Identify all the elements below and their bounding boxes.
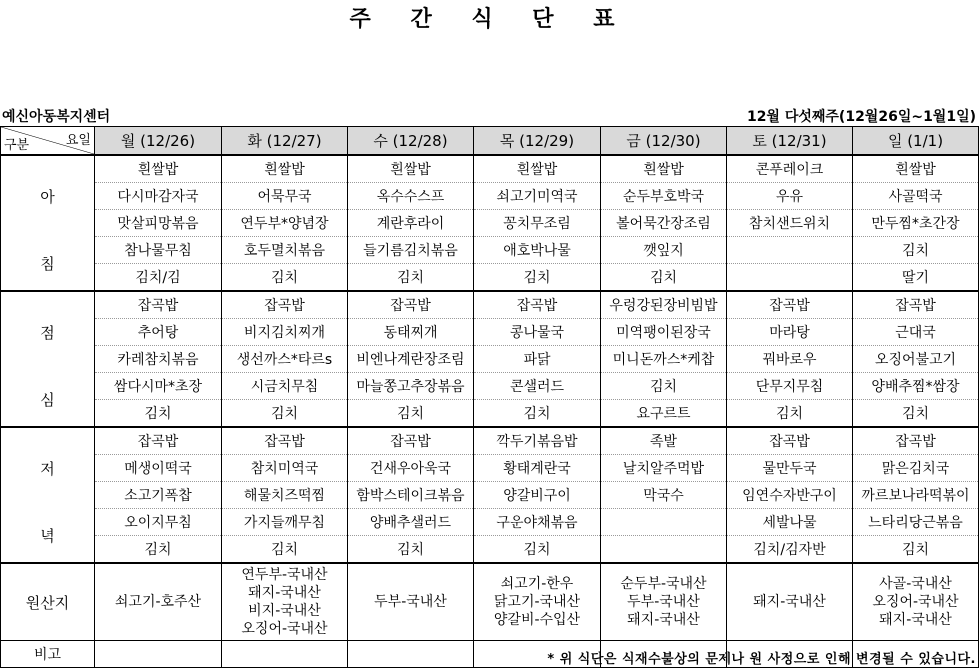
menu-item: 흰쌀밥	[853, 155, 979, 183]
menu-item: 잡곡밥	[727, 427, 853, 455]
day-header: 목 (12/29)	[474, 127, 601, 156]
breakfast-row	[1, 237, 979, 264]
origin-line: 쇠고기-호주산	[114, 594, 202, 610]
dinner-row	[1, 482, 979, 509]
menu-item: 애호박나물	[474, 237, 601, 264]
menu-item: 호두멸치볶음	[222, 237, 348, 264]
menu-item: 흰쌀밥	[474, 155, 601, 183]
menu-item: 연두부*양념장	[222, 210, 348, 237]
day-header: 일 (1/1)	[853, 127, 979, 156]
origin-line: 돼지-국내산	[627, 612, 700, 628]
menu-item: 김치	[222, 400, 348, 428]
menu-item: 잡곡밥	[222, 291, 348, 319]
menu-item: 비엔나계란장조림	[348, 346, 474, 373]
note-label: 비고	[1, 641, 95, 668]
menu-item: 흰쌀밥	[601, 155, 727, 183]
menu-item: 쇠고기미역국	[474, 183, 601, 210]
breakfast-row	[1, 155, 979, 183]
menu-item: 김치/김자반	[727, 536, 853, 564]
menu-item: 족발	[601, 427, 727, 455]
menu-item: 잡곡밥	[95, 291, 222, 319]
menu-item: 김치	[474, 536, 601, 564]
menu-item: 비지김치찌개	[222, 319, 348, 346]
menu-item: 쌈다시마*초장	[95, 373, 222, 400]
note-cell	[348, 641, 474, 668]
menu-item: 세발나물	[727, 509, 853, 536]
dinner-row	[1, 509, 979, 536]
day-header: 금 (12/30)	[601, 127, 727, 156]
lunch-label: 점	[1, 291, 95, 373]
day-header: 월 (12/26)	[95, 127, 222, 156]
menu-item: 생선까스*타르s	[222, 346, 348, 373]
menu-item: 단무지무침	[727, 373, 853, 400]
menu-item: 깍두기볶음밥	[474, 427, 601, 455]
menu-item: 콘샐러드	[474, 373, 601, 400]
day-header: 화 (12/27)	[222, 127, 348, 156]
menu-item: 잡곡밥	[474, 291, 601, 319]
menu-item: 임연수자반구이	[727, 482, 853, 509]
menu-item: 콘푸레이크	[727, 155, 853, 183]
menu-item	[601, 536, 727, 564]
menu-item: 잡곡밥	[348, 427, 474, 455]
menu-item: 추어탕	[95, 319, 222, 346]
origin-line: 비지-국내산	[248, 603, 321, 619]
origin-cell	[222, 563, 348, 641]
menu-item: 김치	[222, 536, 348, 564]
menu-item: 소고기폭찹	[95, 482, 222, 509]
menu-item: 느타리당근볶음	[853, 509, 979, 536]
origin-line: 두부-국내산	[374, 594, 447, 610]
menu-item: 파닭	[474, 346, 601, 373]
origin-cell	[348, 563, 474, 641]
origin-line: 오징어-국내산	[872, 594, 959, 610]
menu-item: 김치	[474, 400, 601, 428]
menu-item: 근대국	[853, 319, 979, 346]
origin-line: 닭고기-국내산	[493, 594, 581, 610]
menu-item: 동태찌개	[348, 319, 474, 346]
menu-item: 꿔바로우	[727, 346, 853, 373]
menu-item: 카레참치볶음	[95, 346, 222, 373]
menu-item: 잡곡밥	[348, 291, 474, 319]
menu-item: 깻잎지	[601, 237, 727, 264]
menu-item: 다시마감자국	[95, 183, 222, 210]
origin-cell	[853, 563, 979, 641]
lunch-label: 심	[1, 373, 95, 428]
menu-item: 막국수	[601, 482, 727, 509]
menu-item: 김치	[95, 536, 222, 564]
dinner-label: 저	[1, 427, 95, 509]
header-row	[1, 127, 979, 156]
lunch-row	[1, 291, 979, 319]
menu-item: 날치알주먹밥	[601, 455, 727, 482]
menu-item	[601, 509, 727, 536]
menu-item: 미니돈까스*케찹	[601, 346, 727, 373]
center-name: 예신아동복지센터	[2, 109, 111, 125]
menu-item: 맑은김치국	[853, 455, 979, 482]
menu-item: 잡곡밥	[95, 427, 222, 455]
menu-item: 우렁강된장비빔밥	[601, 291, 727, 319]
page-title: 주 간 식 단 표	[349, 7, 631, 32]
menu-item: 요구르트	[601, 400, 727, 428]
note-cell	[222, 641, 348, 668]
origin-label: 원산지	[1, 563, 95, 641]
menu-item: 볼어묵간장조림	[601, 210, 727, 237]
menu-item: 김치	[348, 536, 474, 564]
origin-cell	[601, 563, 727, 641]
breakfast-row	[1, 264, 979, 292]
menu-item: 잡곡밥	[853, 427, 979, 455]
origin-line: 돼지-국내산	[753, 594, 826, 610]
menu-item	[727, 237, 853, 264]
menu-item: 김치	[727, 400, 853, 428]
breakfast-row	[1, 183, 979, 210]
note-cell	[95, 641, 222, 668]
breakfast-row	[1, 210, 979, 237]
menu-item: 맛살피망볶음	[95, 210, 222, 237]
lunch-row	[1, 373, 979, 400]
menu-item: 마라탕	[727, 319, 853, 346]
menu-item	[727, 264, 853, 292]
menu-item: 순두부호박국	[601, 183, 727, 210]
menu-item: 김치	[222, 264, 348, 292]
corner-cell	[1, 127, 95, 156]
menu-item: 잡곡밥	[222, 427, 348, 455]
menu-item: 김치	[601, 264, 727, 292]
menu-item: 마늘쫑고추장볶음	[348, 373, 474, 400]
corner-label-category: 구분	[4, 138, 30, 153]
menu-item: 만두찜*초간장	[853, 210, 979, 237]
dinner-label: 녁	[1, 509, 95, 564]
menu-item: 양배추찜*쌈장	[853, 373, 979, 400]
origin-cell	[95, 563, 222, 641]
dinner-row	[1, 455, 979, 482]
menu-item: 참치미역국	[222, 455, 348, 482]
menu-item: 양갈비구이	[474, 482, 601, 509]
menu-item: 계란후라이	[348, 210, 474, 237]
menu-item: 김치	[474, 264, 601, 292]
menu-item: 김치	[853, 536, 979, 564]
menu-item: 잡곡밥	[727, 291, 853, 319]
menu-item: 흰쌀밥	[348, 155, 474, 183]
menu-item: 들기름김치볶음	[348, 237, 474, 264]
origin-line: 두부-국내산	[627, 594, 700, 610]
menu-item: 흰쌀밥	[222, 155, 348, 183]
week-label: 12월 다섯째주(12월26일~1월1일)	[746, 109, 976, 125]
menu-item: 미역팽이된장국	[601, 319, 727, 346]
menu-item: 흰쌀밥	[95, 155, 222, 183]
menu-item: 우유	[727, 183, 853, 210]
menu-item: 콩나물국	[474, 319, 601, 346]
menu-item: 메생이떡국	[95, 455, 222, 482]
menu-item: 김치/김	[95, 264, 222, 292]
footer-note: * 위 식단은 식재수불상의 문제나 원 사정으로 인해 변경될 수 있습니다.	[547, 652, 976, 667]
origin-line: 사골-국내산	[879, 576, 952, 592]
lunch-row	[1, 400, 979, 428]
origin-cell	[474, 563, 601, 641]
menu-item: 김치	[853, 237, 979, 264]
menu-item: 건새우아욱국	[348, 455, 474, 482]
menu-item: 김치	[348, 264, 474, 292]
menu-item: 잡곡밥	[853, 291, 979, 319]
day-header: 수 (12/28)	[348, 127, 474, 156]
menu-item: 김치	[853, 400, 979, 428]
menu-item: 김치	[95, 400, 222, 428]
menu-item: 오징어불고기	[853, 346, 979, 373]
menu-item: 옥수수스프	[348, 183, 474, 210]
origin-row	[1, 563, 979, 641]
origin-line: 연두부-국내산	[241, 567, 328, 583]
menu-item: 딸기	[853, 264, 979, 292]
menu-item: 양배추샐러드	[348, 509, 474, 536]
dinner-row	[1, 536, 979, 564]
origin-line: 순두부-국내산	[620, 576, 707, 592]
menu-item: 까르보나라떡볶이	[853, 482, 979, 509]
menu-item: 황태계란국	[474, 455, 601, 482]
menu-item: 참치샌드위치	[727, 210, 853, 237]
menu-item: 가지들깨무침	[222, 509, 348, 536]
menu-item: 김치	[348, 400, 474, 428]
origin-line: 돼지-국내산	[879, 612, 952, 628]
menu-item: 참나물무침	[95, 237, 222, 264]
origin-line: 돼지-국내산	[248, 585, 321, 601]
menu-item: 오이지무침	[95, 509, 222, 536]
menu-item: 꽁치무조림	[474, 210, 601, 237]
lunch-row	[1, 319, 979, 346]
breakfast-label: 아	[1, 155, 95, 237]
origin-line: 오징어-국내산	[241, 621, 328, 637]
origin-cell	[727, 563, 853, 641]
dinner-row	[1, 427, 979, 455]
menu-item: 함박스테이크볶음	[348, 482, 474, 509]
menu-table	[0, 126, 979, 668]
breakfast-label: 침	[1, 237, 95, 292]
menu-item: 해물치즈떡찜	[222, 482, 348, 509]
day-header: 토 (12/31)	[727, 127, 853, 156]
menu-item: 물만두국	[727, 455, 853, 482]
lunch-row	[1, 346, 979, 373]
menu-item: 시금치무침	[222, 373, 348, 400]
menu-item: 구운야채볶음	[474, 509, 601, 536]
origin-line: 쇠고기-한우	[500, 576, 574, 592]
menu-item: 어묵무국	[222, 183, 348, 210]
menu-item: 김치	[601, 373, 727, 400]
corner-label-day: 요일	[65, 133, 91, 148]
menu-item: 사골떡국	[853, 183, 979, 210]
origin-line: 양갈비-수입산	[493, 612, 581, 628]
